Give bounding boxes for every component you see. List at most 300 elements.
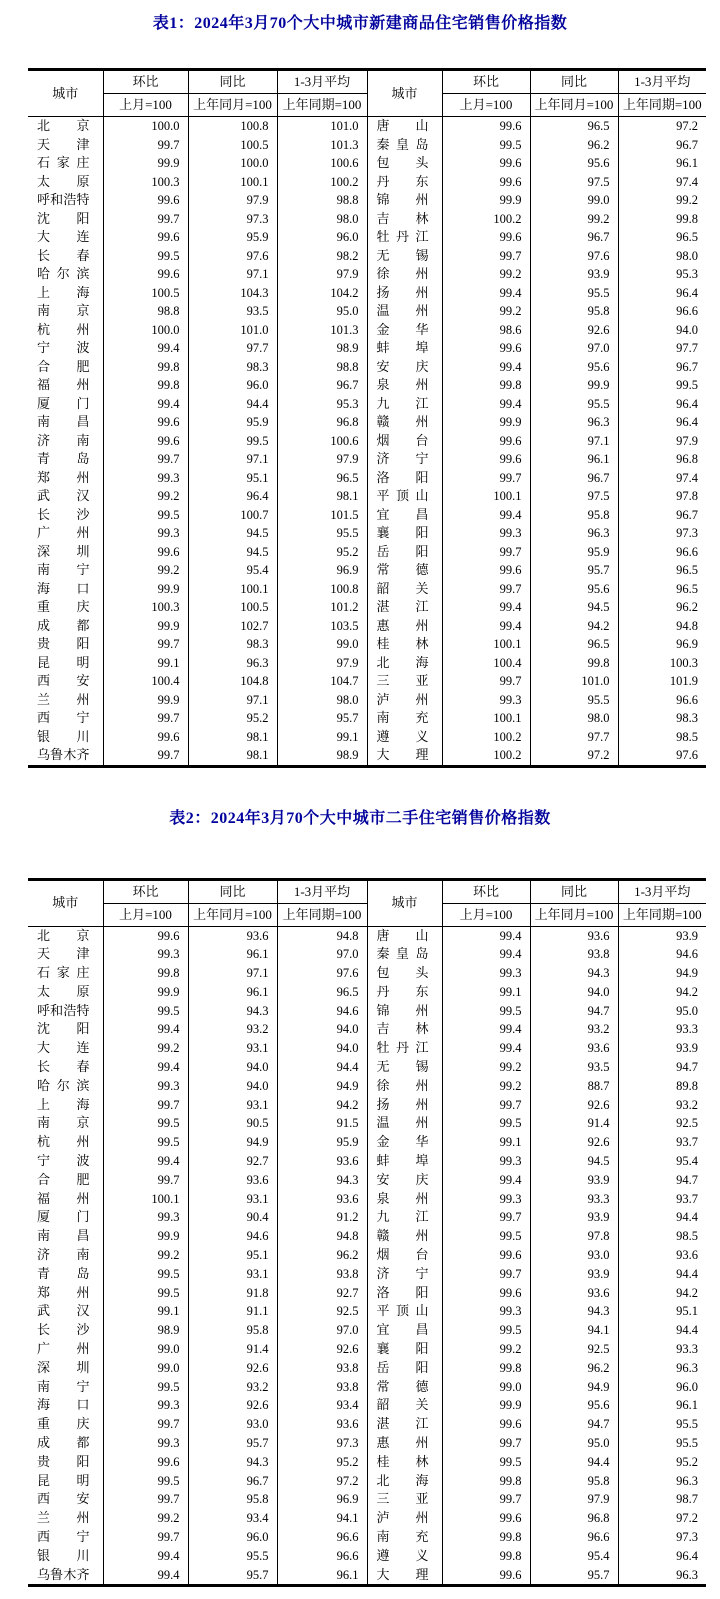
city-cell: 武汉 xyxy=(28,487,103,506)
value-cell: 99.0 xyxy=(530,191,618,210)
value-cell: 99.4 xyxy=(103,1547,188,1566)
value-cell: 94.7 xyxy=(676,1172,698,1187)
value-cell: 99.7 xyxy=(103,1171,188,1190)
value-cell: 95.5 xyxy=(530,691,618,710)
value-cell: 96.9 xyxy=(277,561,367,580)
value-cell: 100.8 xyxy=(277,580,367,599)
value-cell: 97.6 xyxy=(676,748,698,762)
city-cell: 桂林 xyxy=(367,1453,442,1472)
value-cell: 100.1 xyxy=(188,580,277,599)
value-cell: 97.7 xyxy=(188,339,277,358)
value-cell: 98.5 xyxy=(676,1229,698,1244)
value-cell: 94.5 xyxy=(188,524,277,543)
value-cell: 98.5 xyxy=(676,729,698,744)
value-cell: 99.4 xyxy=(442,1020,530,1039)
value-cell: 94.5 xyxy=(530,1152,618,1171)
value-cell: 97.4 xyxy=(676,470,698,485)
value-cell: 99.1 xyxy=(103,654,188,673)
value-cell: 97.2 xyxy=(277,1472,367,1491)
value-cell: 99.9 xyxy=(103,154,188,173)
value-cell: 95.9 xyxy=(188,228,277,247)
table-row xyxy=(28,321,706,340)
value-cell: 99.5 xyxy=(442,1453,530,1472)
value-cell: 95.6 xyxy=(530,580,618,599)
city-cell: 遵义 xyxy=(367,728,442,747)
value-cell: 99.9 xyxy=(103,983,188,1002)
value-cell: 99.2 xyxy=(103,487,188,506)
city-cell: 合肥 xyxy=(28,358,103,377)
value-cell: 96.4 xyxy=(188,487,277,506)
city-cell: 徐州 xyxy=(367,265,442,284)
city-cell: 兰州 xyxy=(28,691,103,710)
col-header-yoy-base: 上年同月=100 xyxy=(530,94,618,117)
table-row xyxy=(28,173,706,192)
city-cell: 扬州 xyxy=(367,284,442,303)
table-row xyxy=(28,302,706,321)
table-row xyxy=(28,543,706,562)
city-cell: 郑州 xyxy=(28,1284,103,1303)
table-row xyxy=(28,506,706,525)
value-cell: 94.4 xyxy=(676,1323,698,1338)
value-cell: 99.5 xyxy=(103,1114,188,1133)
value-cell: 95.8 xyxy=(530,1472,618,1491)
value-cell: 95.1 xyxy=(188,1246,277,1265)
col-header-yoy: 同比 xyxy=(188,879,277,903)
value-cell: 93.2 xyxy=(188,1378,277,1397)
value-cell: 97.9 xyxy=(277,265,367,284)
table-row xyxy=(28,1566,706,1586)
value-cell: 92.6 xyxy=(530,321,618,340)
value-cell: 94.7 xyxy=(530,1002,618,1021)
value-cell: 93.5 xyxy=(530,1058,618,1077)
value-cell: 96.7 xyxy=(277,376,367,395)
city-cell: 无锡 xyxy=(367,1058,442,1077)
city-cell: 南京 xyxy=(28,302,103,321)
city-cell: 长沙 xyxy=(28,1321,103,1340)
value-cell: 104.3 xyxy=(188,284,277,303)
value-cell: 92.5 xyxy=(530,1340,618,1359)
city-cell: 湛江 xyxy=(367,598,442,617)
city-cell: 唐山 xyxy=(367,117,442,136)
city-cell: 泸州 xyxy=(367,691,442,710)
value-cell: 96.4 xyxy=(676,285,698,300)
value-cell: 97.2 xyxy=(676,119,698,133)
value-cell: 93.2 xyxy=(188,1020,277,1039)
city-cell: 包头 xyxy=(367,154,442,173)
value-cell: 101.2 xyxy=(277,598,367,617)
city-cell: 大连 xyxy=(28,1039,103,1058)
value-cell: 98.9 xyxy=(277,746,367,766)
value-cell: 93.0 xyxy=(188,1415,277,1434)
value-cell: 94.3 xyxy=(188,1002,277,1021)
value-cell: 96.2 xyxy=(530,1359,618,1378)
value-cell: 95.3 xyxy=(676,267,698,281)
value-cell: 99.5 xyxy=(103,1472,188,1491)
value-cell: 97.9 xyxy=(530,1490,618,1509)
value-cell: 93.9 xyxy=(530,1171,618,1190)
table-row xyxy=(28,598,706,617)
value-cell: 96.3 xyxy=(530,413,618,432)
city-cell: 宜昌 xyxy=(367,1321,442,1340)
city-cell: 呼和浩特 xyxy=(28,1002,103,1021)
city-cell: 烟台 xyxy=(367,432,442,451)
value-cell: 93.8 xyxy=(277,1265,367,1284)
value-cell: 97.5 xyxy=(530,173,618,192)
value-cell: 99.6 xyxy=(442,1246,530,1265)
value-cell: 95.5 xyxy=(277,524,367,543)
col-header-avg: 1-3月平均 xyxy=(277,70,367,94)
city-cell: 银川 xyxy=(28,1547,103,1566)
value-cell: 99.6 xyxy=(442,450,530,469)
value-cell: 98.9 xyxy=(277,339,367,358)
value-cell: 100.6 xyxy=(277,432,367,451)
value-cell: 99.7 xyxy=(103,450,188,469)
value-cell: 99.7 xyxy=(103,136,188,155)
table-row xyxy=(28,1246,706,1265)
value-cell: 99.5 xyxy=(103,247,188,266)
value-cell: 99.2 xyxy=(103,561,188,580)
city-cell: 湛江 xyxy=(367,1415,442,1434)
value-cell: 93.6 xyxy=(277,1190,367,1209)
table-row xyxy=(28,1133,706,1152)
city-cell: 上海 xyxy=(28,284,103,303)
value-cell: 96.7 xyxy=(530,469,618,488)
city-cell: 重庆 xyxy=(28,1415,103,1434)
value-cell: 100.1 xyxy=(442,487,530,506)
value-cell: 93.3 xyxy=(676,1342,698,1357)
value-cell: 95.7 xyxy=(188,1434,277,1453)
city-cell: 平顶山 xyxy=(367,487,442,506)
value-cell: 99.9 xyxy=(442,191,530,210)
city-cell: 南昌 xyxy=(28,1227,103,1246)
city-cell: 济南 xyxy=(28,1246,103,1265)
value-cell: 99.2 xyxy=(442,1077,530,1096)
value-cell: 94.0 xyxy=(676,322,698,337)
value-cell: 101.5 xyxy=(277,506,367,525)
city-cell: 成都 xyxy=(28,1434,103,1453)
value-cell: 96.3 xyxy=(676,1567,698,1582)
value-cell: 96.3 xyxy=(188,654,277,673)
value-cell: 99.6 xyxy=(442,173,530,192)
value-cell: 96.0 xyxy=(676,1379,698,1394)
value-cell: 99.7 xyxy=(442,247,530,266)
value-cell: 95.9 xyxy=(277,1133,367,1152)
value-cell: 98.0 xyxy=(277,210,367,229)
city-cell: 南京 xyxy=(28,1114,103,1133)
value-cell: 99.1 xyxy=(277,728,367,747)
city-cell: 秦皇岛 xyxy=(367,136,442,155)
col-header-yoy-base: 上年同月=100 xyxy=(188,903,277,926)
new-homes-price-index-table xyxy=(28,68,706,768)
table-row xyxy=(28,1359,706,1378)
value-cell: 97.3 xyxy=(676,526,698,540)
table-row xyxy=(28,1171,706,1190)
value-cell: 99.8 xyxy=(442,1359,530,1378)
value-cell: 93.1 xyxy=(188,1096,277,1115)
col-header-mom-base: 上月=100 xyxy=(442,94,530,117)
value-cell: 90.4 xyxy=(188,1208,277,1227)
city-cell: 西宁 xyxy=(28,1528,103,1547)
value-cell: 94.4 xyxy=(676,1210,698,1225)
value-cell: 99.4 xyxy=(103,1566,188,1586)
value-cell: 94.9 xyxy=(188,1133,277,1152)
value-cell: 97.7 xyxy=(676,341,698,355)
table-row xyxy=(28,1396,706,1415)
city-cell: 西安 xyxy=(28,1490,103,1509)
city-cell: 北京 xyxy=(28,926,103,945)
city-cell: 三亚 xyxy=(367,1490,442,1509)
value-cell: 99.5 xyxy=(103,1378,188,1397)
value-cell: 93.7 xyxy=(676,1135,698,1150)
table-row xyxy=(28,1039,706,1058)
city-cell: 郑州 xyxy=(28,469,103,488)
value-cell: 97.8 xyxy=(676,489,698,503)
value-cell: 93.4 xyxy=(188,1509,277,1528)
city-cell: 蚌埠 xyxy=(367,339,442,358)
table-row xyxy=(28,580,706,599)
value-cell: 99.5 xyxy=(103,1265,188,1284)
value-cell: 91.8 xyxy=(188,1284,277,1303)
value-cell: 96.7 xyxy=(530,228,618,247)
col-header-city: 城市 xyxy=(28,879,103,926)
value-cell: 96.7 xyxy=(676,137,698,152)
city-cell: 秦皇岛 xyxy=(367,945,442,964)
value-cell: 101.0 xyxy=(188,321,277,340)
city-cell: 长沙 xyxy=(28,506,103,525)
city-cell: 乌鲁木齐 xyxy=(28,1566,103,1586)
value-cell: 99.3 xyxy=(442,1190,530,1209)
value-cell: 95.7 xyxy=(530,561,618,580)
value-cell: 99.0 xyxy=(277,635,367,654)
value-cell: 100.2 xyxy=(442,728,530,747)
value-cell: 96.9 xyxy=(676,637,698,651)
col-header-yoy: 同比 xyxy=(530,70,618,94)
table-row xyxy=(28,561,706,580)
value-cell: 93.2 xyxy=(530,1020,618,1039)
value-cell: 99.7 xyxy=(103,210,188,229)
value-cell: 99.6 xyxy=(103,1453,188,1472)
table-row xyxy=(28,395,706,414)
value-cell: 94.6 xyxy=(277,1002,367,1021)
city-cell: 南宁 xyxy=(28,1378,103,1397)
city-cell: 丹东 xyxy=(367,173,442,192)
value-cell: 97.0 xyxy=(277,1321,367,1340)
value-cell: 102.7 xyxy=(188,617,277,636)
col-header-mom-base: 上月=100 xyxy=(103,903,188,926)
city-cell: 石家庄 xyxy=(28,964,103,983)
city-cell: 安庆 xyxy=(367,358,442,377)
value-cell: 96.5 xyxy=(676,563,698,577)
table-row xyxy=(28,635,706,654)
value-cell: 89.8 xyxy=(676,1078,698,1093)
value-cell: 101.3 xyxy=(277,321,367,340)
value-cell: 93.3 xyxy=(530,1190,618,1209)
table-row xyxy=(28,469,706,488)
city-cell: 广州 xyxy=(28,524,103,543)
value-cell: 94.4 xyxy=(530,1453,618,1472)
value-cell: 98.8 xyxy=(103,302,188,321)
value-cell: 96.6 xyxy=(277,1547,367,1566)
value-cell: 95.6 xyxy=(530,358,618,377)
table-row xyxy=(28,1096,706,1115)
table-row xyxy=(28,524,706,543)
table-row xyxy=(28,1077,706,1096)
value-cell: 92.7 xyxy=(188,1152,277,1171)
city-cell: 武汉 xyxy=(28,1302,103,1321)
city-cell: 金华 xyxy=(367,321,442,340)
value-cell: 98.8 xyxy=(277,358,367,377)
city-cell: 岳阳 xyxy=(367,1359,442,1378)
value-cell: 94.8 xyxy=(676,618,698,633)
value-cell: 96.8 xyxy=(530,1509,618,1528)
city-cell: 徐州 xyxy=(367,1077,442,1096)
city-cell: 锦州 xyxy=(367,191,442,210)
value-cell: 93.3 xyxy=(676,1022,698,1037)
city-cell: 韶关 xyxy=(367,1396,442,1415)
value-cell: 96.4 xyxy=(676,1548,698,1563)
value-cell: 95.4 xyxy=(188,561,277,580)
value-cell: 99.3 xyxy=(103,469,188,488)
value-cell: 96.6 xyxy=(676,544,698,559)
value-cell: 93.8 xyxy=(277,1359,367,1378)
value-cell: 99.8 xyxy=(442,1472,530,1491)
value-cell: 95.5 xyxy=(530,284,618,303)
table-row xyxy=(28,964,706,983)
value-cell: 91.4 xyxy=(530,1114,618,1133)
value-cell: 97.9 xyxy=(676,433,698,448)
city-cell: 杭州 xyxy=(28,321,103,340)
value-cell: 96.1 xyxy=(530,450,618,469)
city-cell: 深圳 xyxy=(28,1359,103,1378)
value-cell: 96.2 xyxy=(530,136,618,155)
value-cell: 99.4 xyxy=(442,284,530,303)
table-row xyxy=(28,1208,706,1227)
city-cell: 西安 xyxy=(28,672,103,691)
table-row xyxy=(28,1058,706,1077)
table-row xyxy=(28,617,706,636)
col-header-avg: 1-3月平均 xyxy=(618,70,706,94)
city-cell: 桂林 xyxy=(367,635,442,654)
value-cell: 97.6 xyxy=(277,964,367,983)
city-cell: 大理 xyxy=(367,746,442,766)
value-cell: 100.5 xyxy=(103,284,188,303)
value-cell: 101.3 xyxy=(277,136,367,155)
value-cell: 99.6 xyxy=(103,432,188,451)
value-cell: 100.7 xyxy=(188,506,277,525)
value-cell: 96.9 xyxy=(277,1490,367,1509)
table-row xyxy=(28,1114,706,1133)
value-cell: 99.3 xyxy=(103,1434,188,1453)
table-row xyxy=(28,228,706,247)
city-cell: 哈尔滨 xyxy=(28,265,103,284)
col-header-mom: 环比 xyxy=(103,879,188,903)
value-cell: 94.9 xyxy=(530,1378,618,1397)
value-cell: 94.3 xyxy=(188,1453,277,1472)
value-cell: 98.7 xyxy=(676,1492,698,1507)
value-cell: 98.0 xyxy=(530,709,618,728)
value-cell: 96.1 xyxy=(676,156,698,170)
table-row xyxy=(28,117,706,136)
value-cell: 97.1 xyxy=(188,691,277,710)
city-cell: 长春 xyxy=(28,247,103,266)
table-row xyxy=(28,1302,706,1321)
value-cell: 92.5 xyxy=(676,1116,698,1131)
city-cell: 长春 xyxy=(28,1058,103,1077)
value-cell: 98.9 xyxy=(103,1321,188,1340)
city-cell: 烟台 xyxy=(367,1246,442,1265)
value-cell: 99.4 xyxy=(442,617,530,636)
value-cell: 99.5 xyxy=(442,1227,530,1246)
value-cell: 101.0 xyxy=(530,672,618,691)
value-cell: 96.4 xyxy=(676,415,698,429)
table-row xyxy=(28,728,706,747)
city-cell: 天津 xyxy=(28,136,103,155)
value-cell: 93.4 xyxy=(277,1396,367,1415)
city-cell: 青岛 xyxy=(28,1265,103,1284)
value-cell: 99.4 xyxy=(103,339,188,358)
city-cell: 三亚 xyxy=(367,672,442,691)
city-cell: 海口 xyxy=(28,580,103,599)
value-cell: 97.8 xyxy=(530,1227,618,1246)
table-row xyxy=(28,983,706,1002)
city-cell: 昆明 xyxy=(28,654,103,673)
value-cell: 99.4 xyxy=(442,1039,530,1058)
value-cell: 99.4 xyxy=(442,395,530,414)
col-header-mom: 环比 xyxy=(103,70,188,94)
value-cell: 91.1 xyxy=(188,1302,277,1321)
value-cell: 99.3 xyxy=(103,945,188,964)
value-cell: 97.2 xyxy=(530,746,618,766)
table-row xyxy=(28,487,706,506)
city-cell: 岳阳 xyxy=(367,543,442,562)
city-cell: 宜昌 xyxy=(367,506,442,525)
city-cell: 扬州 xyxy=(367,1096,442,1115)
value-cell: 98.3 xyxy=(188,358,277,377)
value-cell: 95.8 xyxy=(530,302,618,321)
value-cell: 93.6 xyxy=(277,1152,367,1171)
value-cell: 95.3 xyxy=(277,395,367,414)
value-cell: 93.6 xyxy=(676,1248,698,1263)
table-row xyxy=(28,1002,706,1021)
table-row xyxy=(28,1020,706,1039)
value-cell: 100.3 xyxy=(103,173,188,192)
value-cell: 99.6 xyxy=(442,561,530,580)
city-cell: 牡丹江 xyxy=(367,228,442,247)
city-cell: 锦州 xyxy=(367,1002,442,1021)
value-cell: 97.1 xyxy=(188,964,277,983)
value-cell: 101.0 xyxy=(277,117,367,136)
value-cell: 99.9 xyxy=(103,1227,188,1246)
value-cell: 99.2 xyxy=(103,1039,188,1058)
value-cell: 100.1 xyxy=(103,1190,188,1209)
col-header-yoy: 同比 xyxy=(188,70,277,94)
city-cell: 平顶山 xyxy=(367,1302,442,1321)
city-cell: 常德 xyxy=(367,561,442,580)
value-cell: 98.3 xyxy=(676,711,698,725)
value-cell: 93.6 xyxy=(530,926,618,945)
value-cell: 95.0 xyxy=(530,1434,618,1453)
value-cell: 94.4 xyxy=(188,395,277,414)
value-cell: 99.9 xyxy=(530,376,618,395)
value-cell: 99.7 xyxy=(442,1208,530,1227)
table-row xyxy=(28,376,706,395)
value-cell: 96.5 xyxy=(530,117,618,136)
value-cell: 96.1 xyxy=(277,1566,367,1586)
value-cell: 92.6 xyxy=(530,1096,618,1115)
value-cell: 100.0 xyxy=(103,117,188,136)
value-cell: 99.5 xyxy=(442,136,530,155)
value-cell: 98.0 xyxy=(676,248,698,263)
